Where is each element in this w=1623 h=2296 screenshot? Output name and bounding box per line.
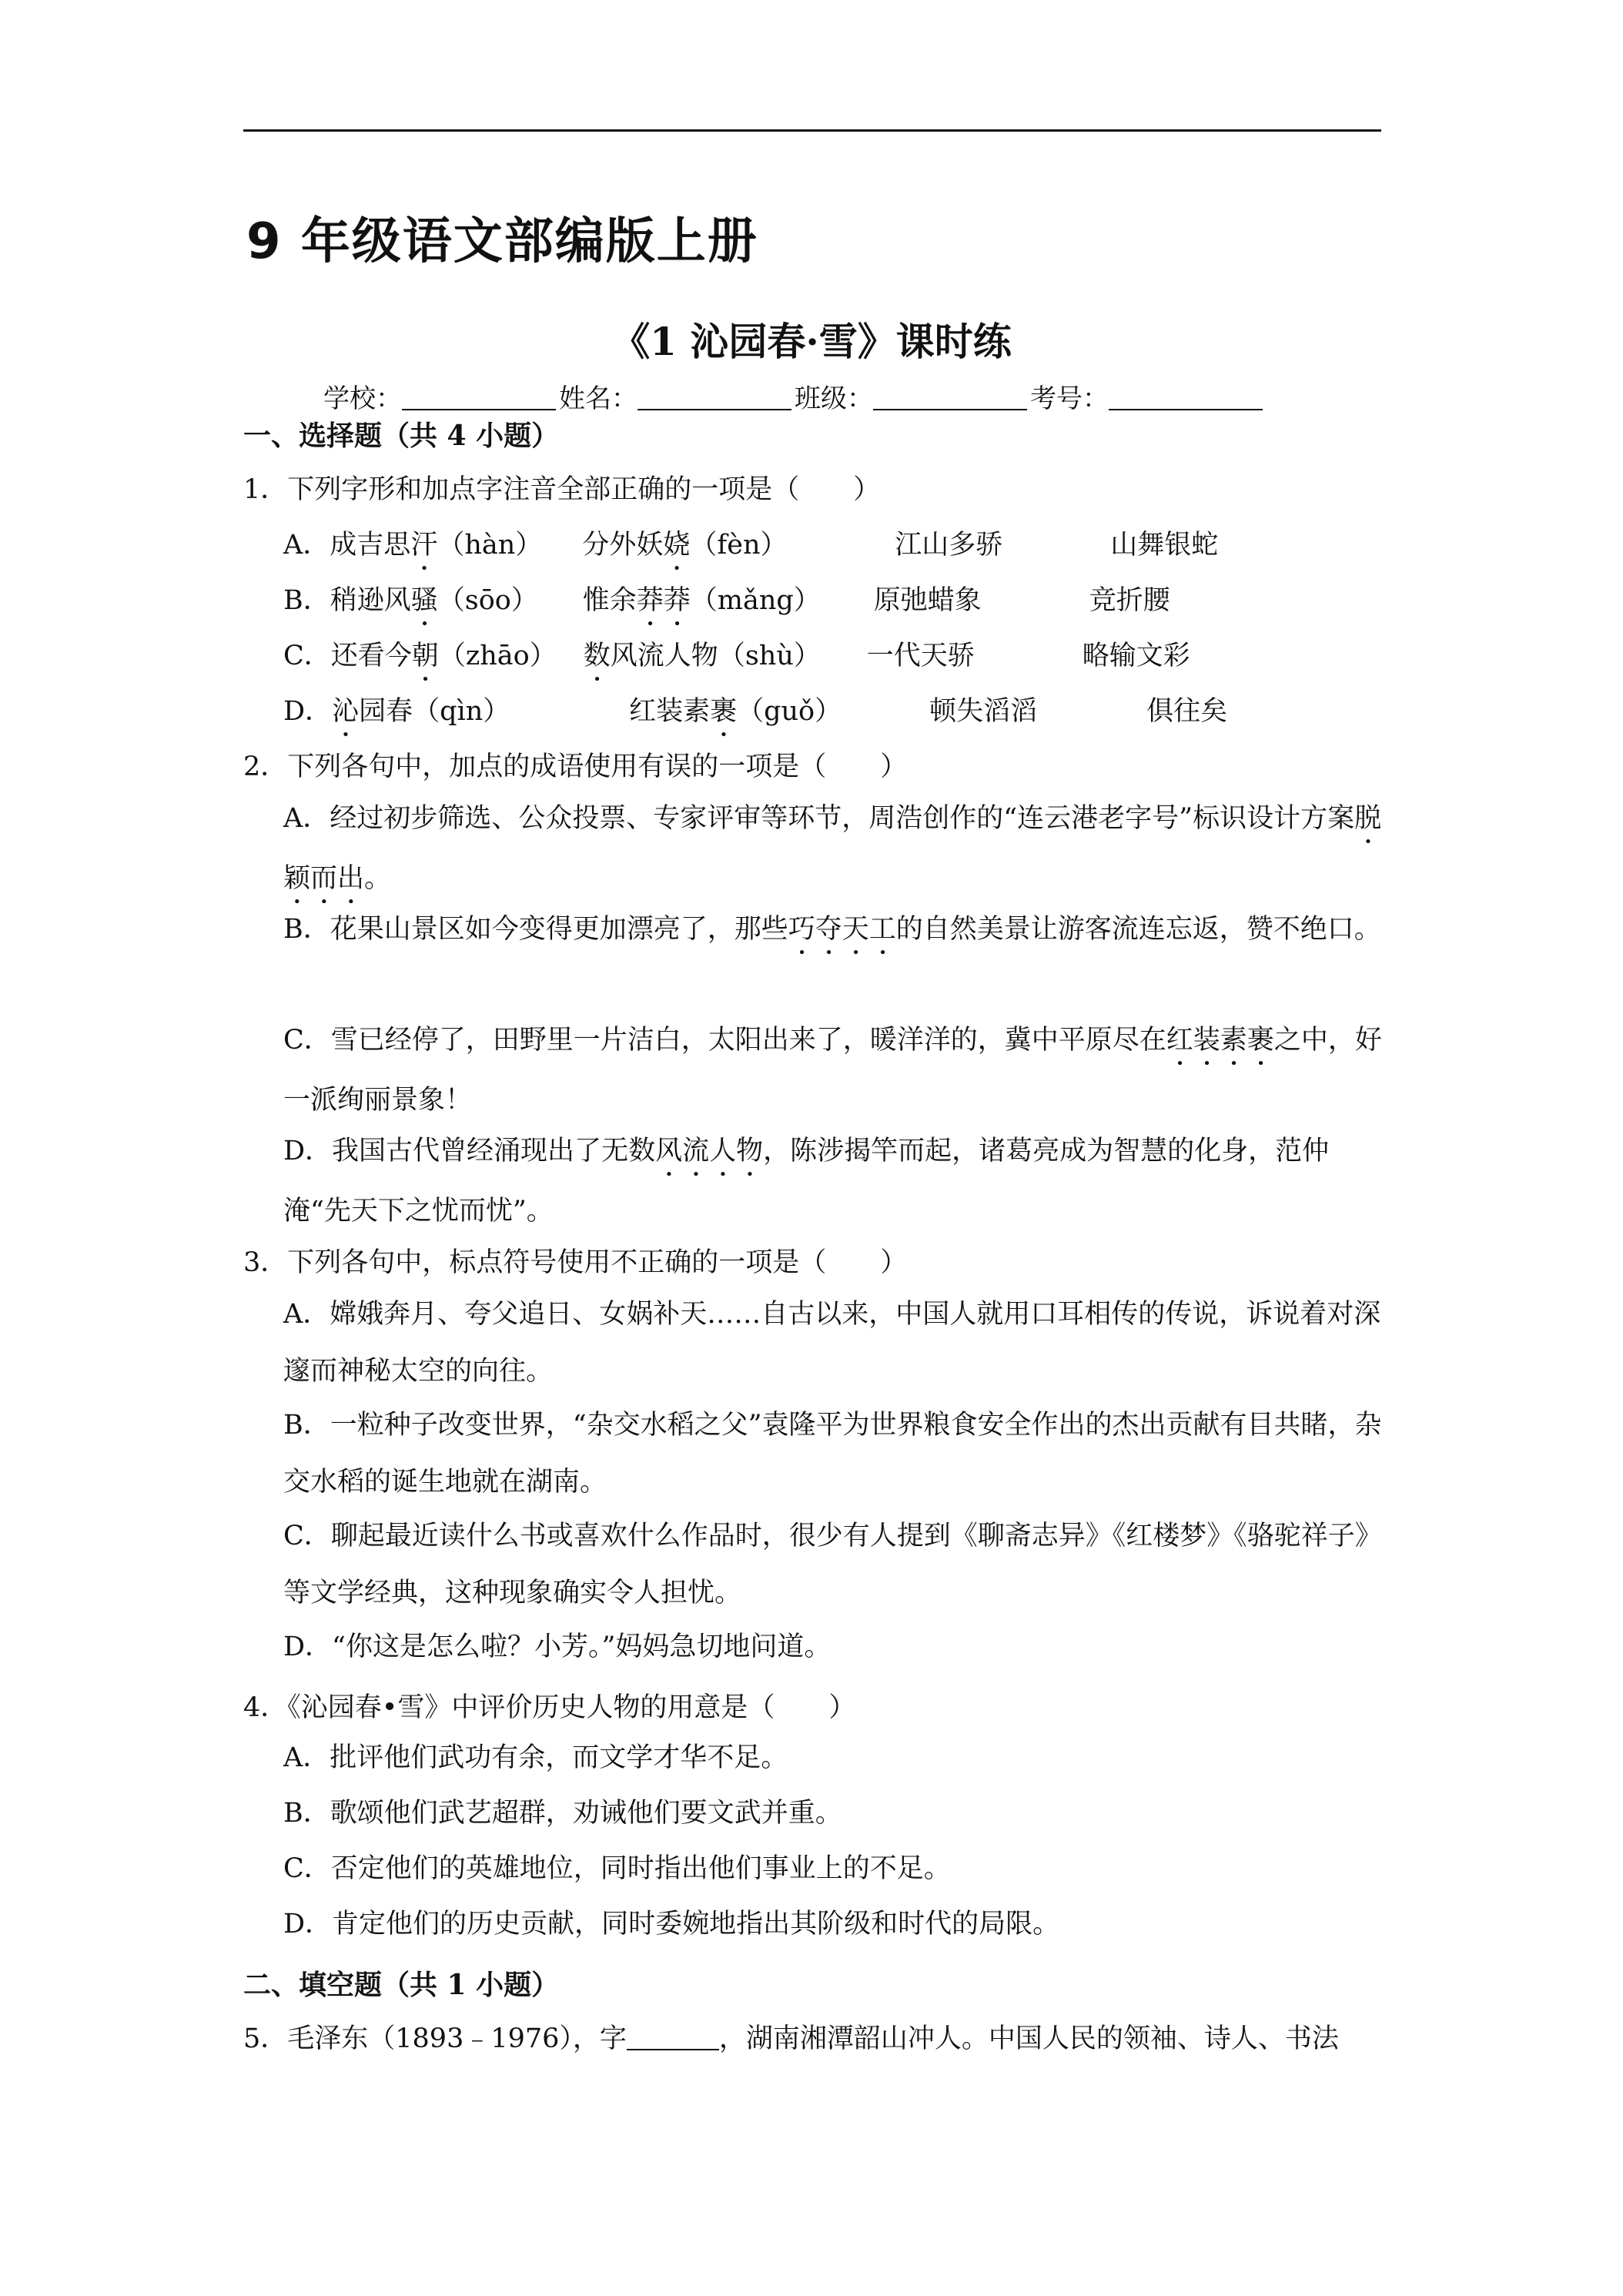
q4-option-d[interactable]: D．肯定他们的历史贡献，同时委婉地指出其阶级和时代的局限。 bbox=[283, 1909, 1060, 1940]
q2-option-d[interactable]: D．我国古代曾经涌现出了无数风流人物，陈涉揭竿而起，诸葛亮成为智慧的化身，范仲淹“先天下之忧而忧”。 bbox=[283, 1136, 1330, 1227]
option-letter: A． bbox=[283, 530, 330, 561]
q1-option-b[interactable]: B．稍逊风骚（sōo） 惟余莽莽（mǎng） 原弛蜡象 竞折腰 bbox=[283, 585, 1170, 616]
q1-option-a[interactable]: A．成吉思汗（hàn） 分外妖娆（fèn） 江山多骄 山舞银蛇 bbox=[283, 530, 1219, 561]
section-choice-title: 一、选择题（共 4 小题） bbox=[243, 420, 560, 452]
name-blank[interactable] bbox=[637, 386, 791, 410]
q4-option-c[interactable]: C．否定他们的英雄地位，同时指出他们事业上的不足。 bbox=[283, 1853, 951, 1884]
q3-option-c[interactable]: C．聊起最近读什么书或喜欢什么作品时，很少有人提到《聊斋志异》《红楼梦》《骆驼祥子》等文学经典，这种现象确实令人担忧。 bbox=[283, 1521, 1382, 1608]
question-3-stem: 3．下列各句中，标点符号使用不正确的一项是（ ） bbox=[243, 1247, 908, 1278]
q1-option-c[interactable]: C．还看今朝（zhāo） 数风流人物（shù） 一代天骄 略输文彩 bbox=[283, 641, 1190, 671]
q1-option-d[interactable]: D．沁园春（qìn） 红装素裹（guǒ） 顿失滔滔 俱往矣 bbox=[283, 696, 1228, 727]
q4-option-b[interactable]: B．歌颂他们武艺超群，劝诫他们要文武并重。 bbox=[283, 1798, 842, 1829]
q3-option-d[interactable]: D．“你这是怎么啦？小芳。”妈妈急切地问道。 bbox=[283, 1632, 832, 1662]
lesson-title: 《1 沁园春·雪》课时练 bbox=[611, 319, 1012, 364]
q2-option-b[interactable]: B．花果山景区如今变得更加漂亮了，那些巧夺天工的自然美景让游客流连忘返，赞不绝口。 bbox=[283, 914, 1381, 945]
name-label: 姓名： bbox=[559, 383, 637, 414]
option-letter: C． bbox=[283, 641, 331, 671]
school-blank[interactable] bbox=[402, 386, 556, 410]
section-fill-title: 二、填空题（共 1 小题） bbox=[243, 1969, 560, 2001]
class-label: 班级： bbox=[795, 383, 873, 414]
q4-option-a[interactable]: A．批评他们武功有余，而文学才华不足。 bbox=[283, 1742, 788, 1773]
exam-no-label: 考号： bbox=[1030, 383, 1109, 414]
grade-header: 9 年级语文部编版上册 bbox=[246, 213, 758, 270]
student-info-row bbox=[323, 377, 1266, 415]
q2-option-a[interactable]: A．经过初步筛选、公众投票、专家评审等环节，周浩创作的“连云港老字号”标识设计方案脱颖而出。 bbox=[283, 803, 1382, 894]
q2-option-c[interactable]: C．雪已经停了，田野里一片洁白，太阳出来了，暖洋洋的，冀中平原尽在红装素裹之中，好一派绚丽景象！ bbox=[283, 1025, 1382, 1116]
exam-no-blank[interactable] bbox=[1109, 386, 1263, 410]
option-letter: D． bbox=[283, 696, 333, 727]
question-5-stem: 5．毛泽东（1893﹣1976），字 ，湖南湘潭韶山冲人。中国人民的领袖、诗人、书法 bbox=[243, 2023, 1339, 2054]
school-label: 学校： bbox=[323, 383, 402, 414]
class-blank[interactable] bbox=[873, 386, 1027, 410]
q3-option-b[interactable]: B．一粒种子改变世界，“杂交水稻之父”袁隆平为世界粮食安全作出的杰出贡献有目共睹，杂交水稻的诞生地就在湖南。 bbox=[283, 1410, 1382, 1498]
question-1-stem: 1．下列字形和加点字注音全部正确的一项是（ ） bbox=[243, 474, 881, 505]
top-rule bbox=[243, 129, 1381, 132]
option-letter: B． bbox=[283, 585, 330, 616]
q3-option-a[interactable]: A．嫦娥奔月、夸父追日、女娲补天……自古以来，中国人就用口耳相传的传说，诉说着对深邃而神秘太空的向往。 bbox=[283, 1299, 1381, 1387]
question-2-stem: 2．下列各句中，加点的成语使用有误的一项是（ ） bbox=[243, 751, 908, 782]
q5-answer-blank[interactable] bbox=[627, 2026, 719, 2050]
question-4-stem: 4．《沁园春•雪》中评价历史人物的用意是（ ） bbox=[243, 1692, 856, 1723]
